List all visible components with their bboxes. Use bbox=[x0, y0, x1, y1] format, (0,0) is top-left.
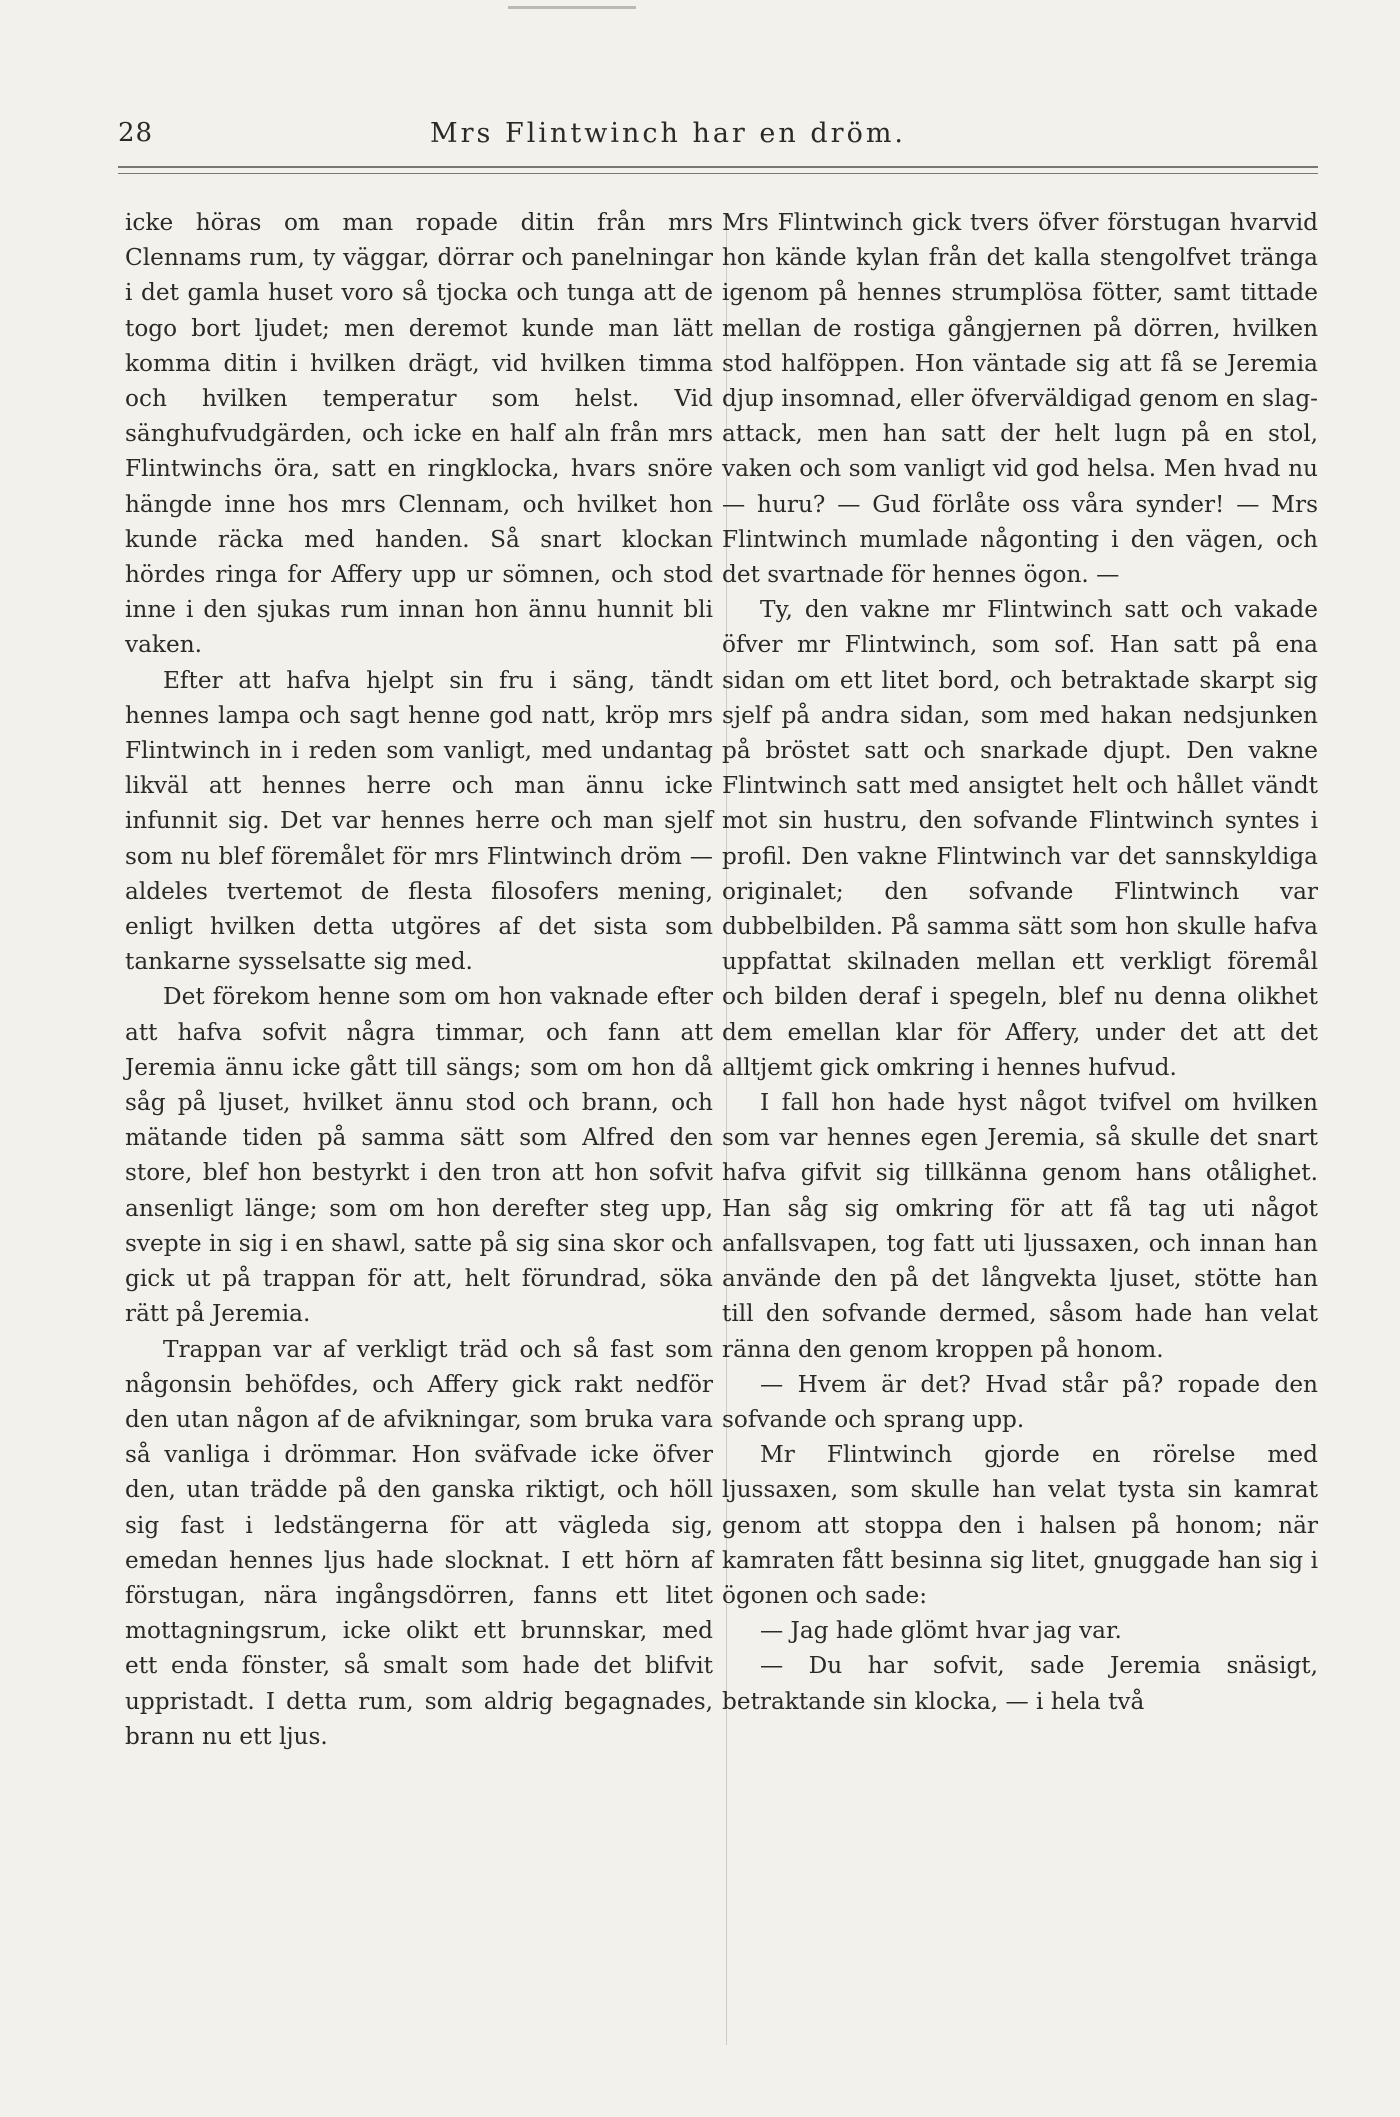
paragraph: Mr Flintwinch gjorde en rörelse med ljussaxen, som skulle han velat tysta sin kamrat genom att stoppa den i halsen på honom; när kamraten fått besinna sig litet, gnuggade han sig i ögonen och sade: bbox=[722, 1441, 1318, 1609]
paragraph: icke höras om man ropade ditin från mrs Clennams rum, ty väggar, dörrar och panelningar i det gamla huset voro så tjocka och tunga att de togo bort ljudet; men deremot kunde man lätt komma ditin i hvilken drägt, vid hvilken timma och hvilken temperatur som helst. Vid sänghufvudgärden, och icke en half aln från mrs Flintwinchs öra, satt en ringklocka, hvars snöre hängde inne hos mrs Clennam, och hvilket hon kunde räcka med handen. Så snart klockan hördes ringa for Affery upp ur sömnen, och stod inne i den sjukas rum innan hon ännu hunnit bli vaken. bbox=[125, 209, 713, 659]
paragraph: Mrs Flintwinch gick tvers öfver förstugan hvarvid hon kände kylan från det kalla stengolfvet tränga igenom på hennes strumplösa fötter, samt tittade mellan de rostiga gångjernen på dörren, hvilken stod halföppen. Hon väntade sig att få se Jeremia djup insomnad, eller öfverväldigad genom en slag-attack, men han satt der helt lugn på en stol, vaken och som vanligt vid god helsa. Men hvad nu — huru? — Gud förlåte oss våra synder! — Mrs Flintwinch mumlade någonting i den vägen, och det svartnade för hennes ögon. — bbox=[722, 209, 1318, 589]
paragraph: Efter att hafva hjelpt sin fru i säng, tändt hennes lampa och sagt henne god natt, kröp mrs Flintwinch in i reden som vanligt, med undantag likväl att hennes herre och man ännu icke infunnit sig. Det var hennes herre och man sjelf som nu blef föremålet för mrs Flintwinch dröm — aldeles tvertemot de flesta filosofers mening, enligt hvilken detta utgöres af det sista som tankarne sysselsatte sig med. bbox=[125, 666, 713, 976]
paragraph: — Hvem är det? Hvad står på? ropade den sofvande och sprang upp. bbox=[722, 1370, 1318, 1433]
running-title: Mrs Flintwinch har en dröm. bbox=[429, 118, 907, 149]
left-column bbox=[125, 205, 713, 1754]
paragraph: I fall hon hade hyst något tvifvel om hvilken som var hennes egen Jeremia, så skulle det snart hafva gifvit sig tillkänna genom hans otålighet. Han såg sig omkring för att få tag uti något anfallsvapen, tog fatt uti ljussaxen, och innan han använde den på det långvekta ljuset, stötte han till den sofvande dermed, såsom hade han velat ränna den genom kroppen på honom. bbox=[722, 1089, 1318, 1363]
scan-smudge bbox=[508, 6, 636, 9]
paragraph: — Du har sofvit, sade Jeremia snäsigt, betraktande sin klocka, — i hela två bbox=[722, 1652, 1318, 1715]
page-header bbox=[118, 118, 1318, 158]
paragraph: Ty, den vakne mr Flintwinch satt och vakade öfver mr Flintwinch, som sof. Han satt på ena sidan om ett litet bord, och betraktade skarpt sig sjelf på andra sidan, som med hakan nedsjunken på bröstet satt och snarkade djupt. Den vakne Flintwinch satt med ansigtet helt och hållet vändt mot sin hustru, den sofvande Flintwinch syntes i profil. Den vakne Flintwinch var det sannskyldiga originalet; den sofvande Flintwinch var dubbelbilden. På samma sätt som hon skulle hafva uppfattat skilnaden mellan ett verkligt föremål och bilden deraf i spegeln, blef nu denna olikhet dem emellan klar för Affery, under det att det alltjemt gick omkring i hennes hufvud. bbox=[722, 596, 1318, 1081]
header-rule-thin bbox=[118, 173, 1318, 174]
page-number: 28 bbox=[118, 118, 154, 148]
paragraph: — Jag hade glömt hvar jag var. bbox=[760, 1617, 1122, 1645]
paragraph: Det förekom henne som om hon vaknade efter att hafva sofvit några timmar, och fann att Jeremia ännu icke gått till sängs; som om hon då såg på ljuset, hvilket ännu stod och brann, och mätande tiden på samma sätt som Alfred den store, blef hon bestyrkt i den tron att hon sofvit ansenligt länge; som om hon derefter steg upp, svepte in sig i en shawl, satte på sig sina skor och gick ut på trappan för att, helt förundrad, söka rätt på Jeremia. bbox=[125, 983, 713, 1328]
paragraph: Trappan var af verkligt träd och så fast som någonsin behöfdes, och Affery gick rakt nedför den utan någon af de afvikningar, som bruka vara så vanliga i drömmar. Hon sväfvade icke öfver den, utan trädde på den ganska riktigt, och höll sig fast i ledstängerna för att vägleda sig, emedan hennes ljus hade slocknat. I ett hörn af förstugan, nära ingångsdörren, fanns ett litet mottagningsrum, icke olikt ett brunnskar, med ett enda fönster, så smalt som hade det blifvit uppristadt. I detta rum, som aldrig begagnades, brann nu ett ljus. bbox=[125, 1335, 713, 1750]
header-rule bbox=[118, 166, 1318, 168]
right-column bbox=[722, 205, 1318, 1719]
